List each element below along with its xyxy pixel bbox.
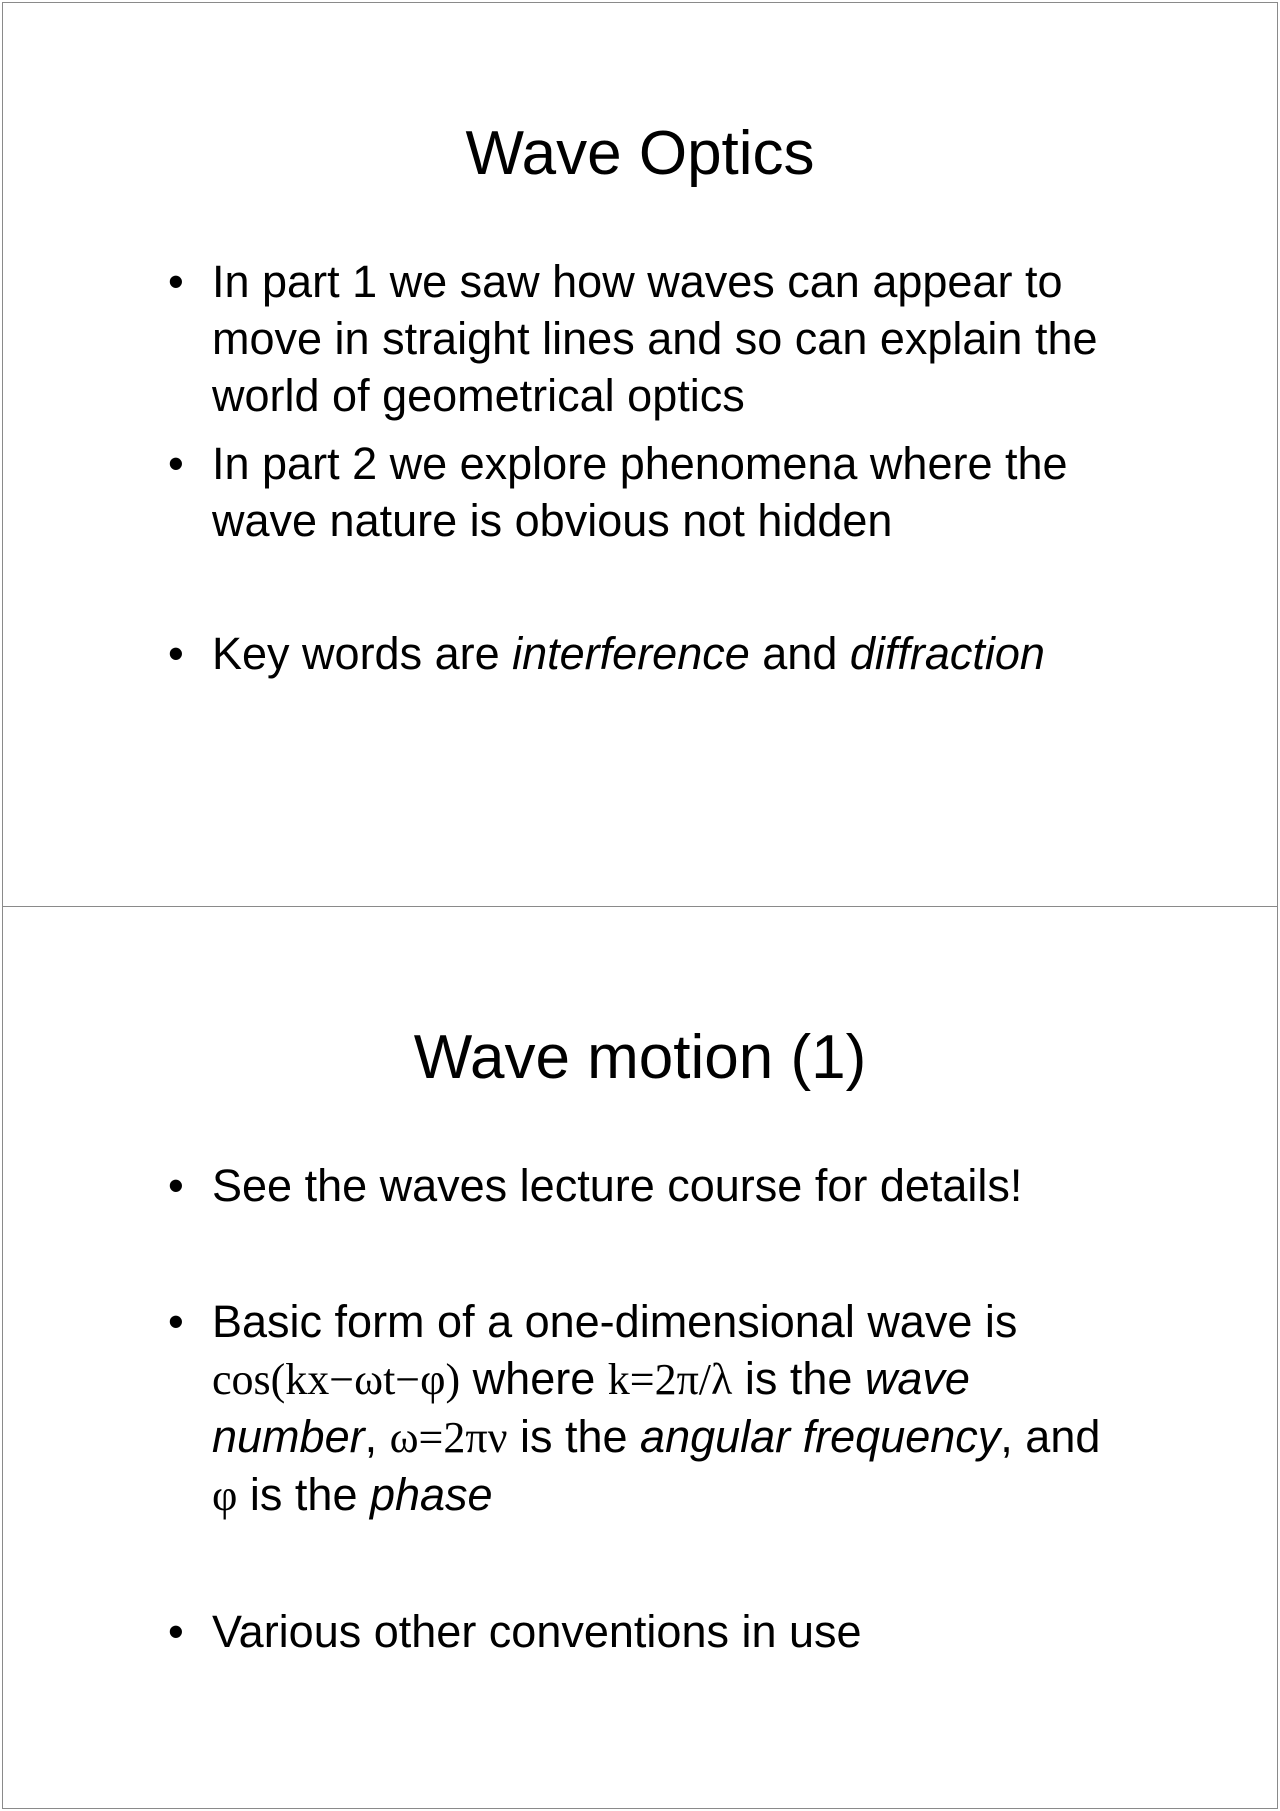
bullet-icon: • — [168, 438, 184, 489]
equation-wave-number: k=2π/λ — [607, 1355, 733, 1404]
bullet-icon: • — [168, 628, 184, 679]
bullet-item — [168, 1293, 1128, 1524]
text-run: Basic form of a one-dimensional wave is — [212, 1296, 1018, 1347]
bullet-icon: • — [168, 1296, 184, 1347]
bullet-text — [212, 625, 1128, 682]
text-run: where — [460, 1353, 608, 1404]
text-run: , and — [1000, 1411, 1101, 1462]
symbol-phi: φ — [212, 1471, 238, 1520]
equation-wave: cos(kx−ωt−φ) — [212, 1355, 461, 1404]
text-run: and — [749, 628, 850, 679]
bullet-item — [168, 1157, 1128, 1214]
slide-title: Wave Optics — [465, 119, 815, 188]
emphasis-phase: phase — [369, 1469, 493, 1520]
bullet-text: In part 2 we explore phenomena where the wave nature is obvious not hidden — [212, 438, 1068, 546]
bullet-text — [212, 1293, 1128, 1524]
text-run: is the — [507, 1411, 641, 1462]
emphasis-wave-number: wave number — [212, 1353, 970, 1462]
text-run: is the — [732, 1353, 865, 1404]
bullet-item — [168, 253, 1128, 424]
emphasis-angular-frequency: angular frequency — [640, 1411, 1001, 1462]
bullet-icon: • — [168, 256, 184, 307]
bullet-text: In part 1 we saw how waves can appear to move in straight lines and so can explain the world of geometrical optics — [212, 256, 1098, 421]
text-run: Key words are — [212, 628, 513, 679]
bullet-item — [168, 435, 1128, 549]
slide-wave-optics — [2, 2, 1278, 907]
text-run: , — [364, 1411, 390, 1462]
bullet-icon: • — [168, 1606, 184, 1657]
text-run: is the — [237, 1469, 370, 1520]
slide-wave-motion — [2, 906, 1278, 1809]
slide-title: Wave motion (1) — [413, 1023, 867, 1092]
bullet-text: Various other conventions in use — [212, 1606, 862, 1657]
bullet-icon: • — [168, 1160, 184, 1211]
emphasis-diffraction: diffraction — [849, 628, 1045, 679]
bullet-text: See the waves lecture course for details! — [212, 1160, 1023, 1211]
bullet-item — [168, 1603, 1128, 1660]
bullet-item — [168, 625, 1128, 682]
equation-angular-frequency: ω=2πν — [389, 1413, 508, 1462]
emphasis-interference: interference — [512, 628, 750, 679]
